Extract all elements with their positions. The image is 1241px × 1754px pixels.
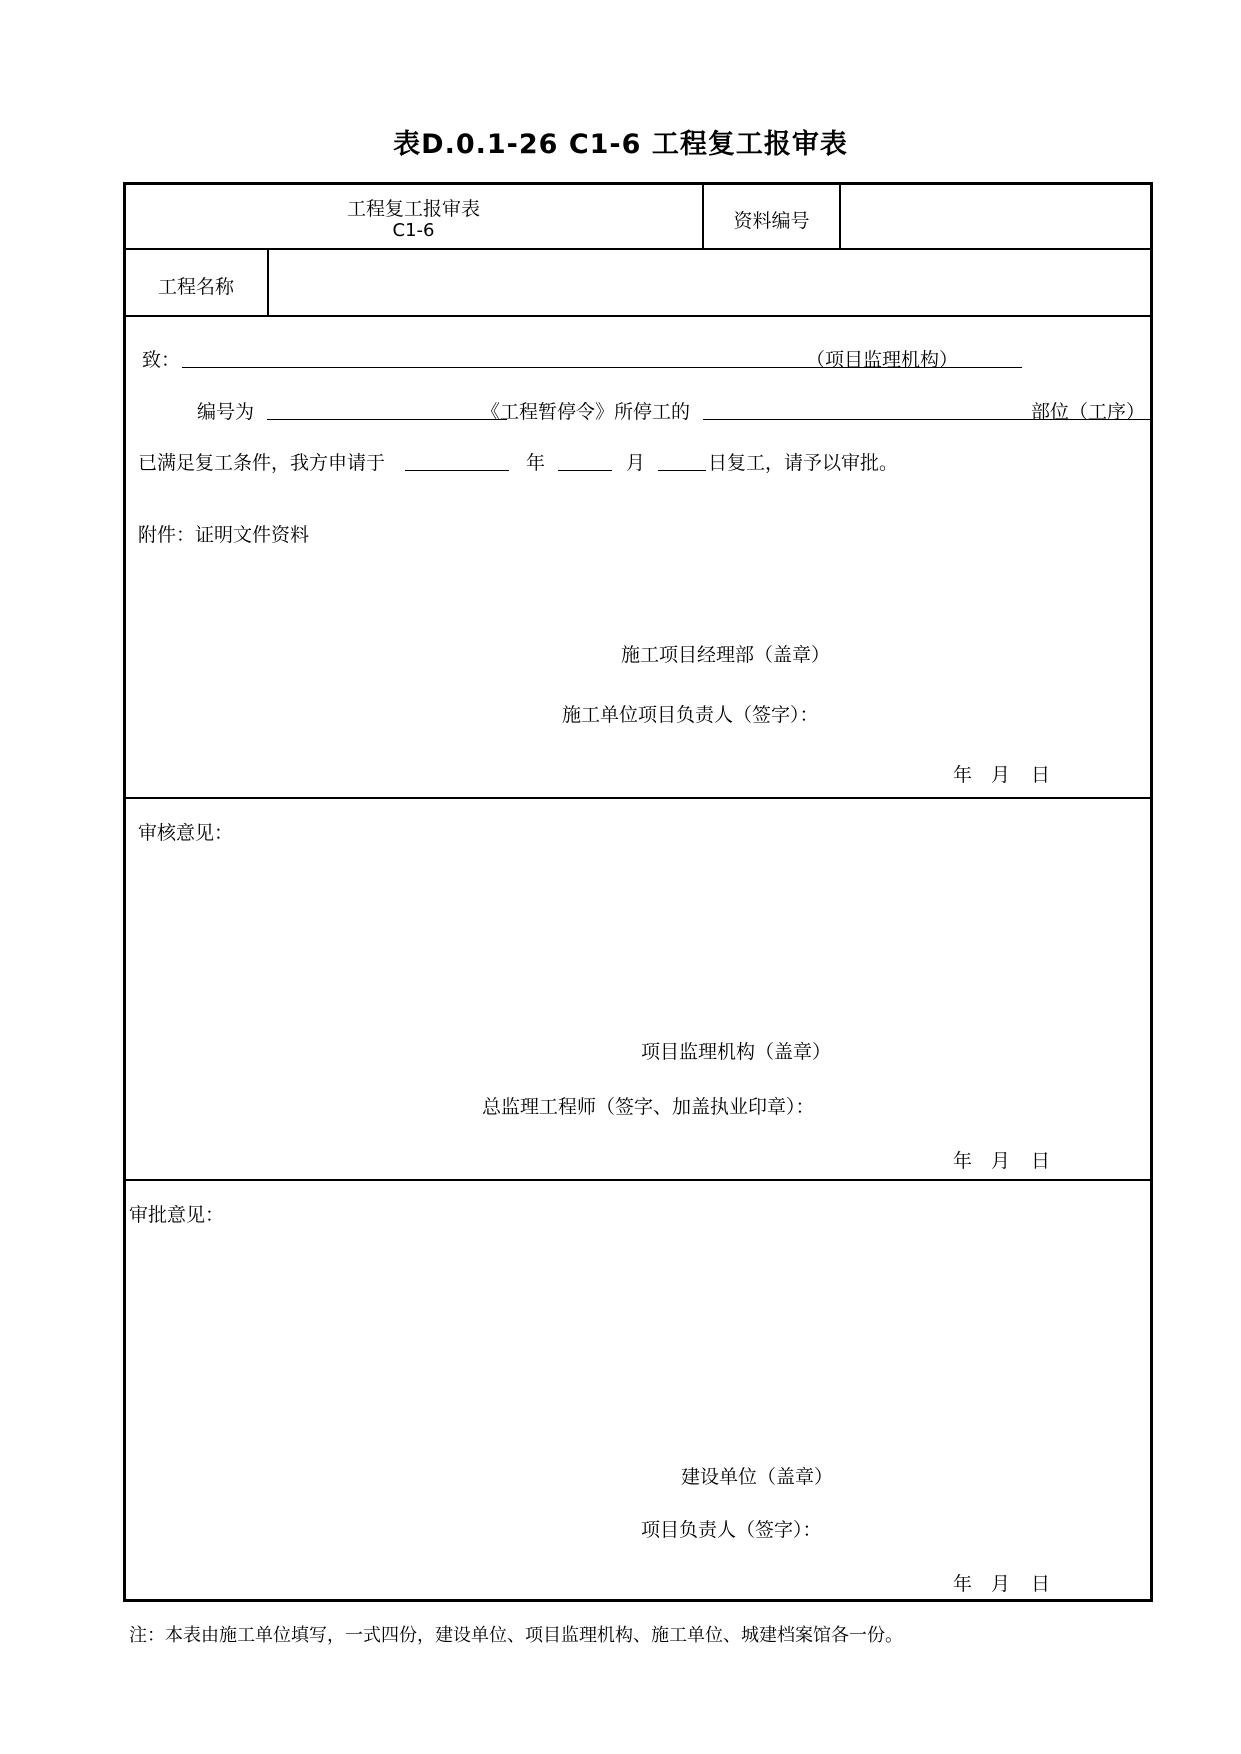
contractor-stamp-label: 施工项目经理部（盖章）: [621, 644, 831, 666]
review-date-month: 月: [991, 1150, 1011, 1172]
review-date-day: 日: [1031, 1150, 1051, 1172]
col-divider-project-name: [267, 249, 269, 316]
attachment-label: 附件：证明文件资料: [138, 524, 310, 546]
col-divider-data-no: [839, 183, 841, 249]
application-date-year: 年: [953, 764, 973, 786]
month-label: 月: [626, 452, 646, 474]
application-date-day: 日: [1031, 764, 1051, 786]
footnote: 注：本表由施工单位填写，一式四份，建设单位、项目监理机构、施工单位、城建档案馆各一份。: [129, 1625, 903, 1646]
form-name: 工程复工报审表: [346, 198, 480, 220]
row-divider-header: [124, 248, 1152, 250]
part-label: 部位（工序）: [1031, 401, 1146, 423]
supervision-stamp-label: 项目监理机构（盖章）: [641, 1041, 832, 1063]
approval-date-month: 月: [991, 1573, 1011, 1595]
year-blank[interactable]: [405, 470, 509, 471]
number-blank[interactable]: [267, 419, 507, 420]
resume-text: 日复工，请予以审批。: [708, 452, 899, 474]
data-no-label: 资料编号: [733, 210, 810, 232]
review-date-year: 年: [953, 1150, 973, 1172]
form-table: [123, 182, 1153, 1602]
application-date-month: 月: [991, 764, 1011, 786]
day-blank[interactable]: [658, 470, 706, 471]
owner-signer-label: 项目负责人（签字）：: [641, 1519, 822, 1541]
to-label: 致：: [142, 349, 181, 371]
approval-date-day: 日: [1031, 1573, 1051, 1595]
year-label: 年: [526, 452, 546, 474]
row-divider-review: [124, 1179, 1152, 1181]
contractor-signer-label: 施工单位项目负责人（签字）：: [562, 704, 819, 726]
supervision-org-label: （项目监理机构）: [806, 349, 959, 371]
order-label: 《工程暂停令》所停工的: [481, 401, 691, 423]
approval-date-year: 年: [953, 1573, 973, 1595]
page-title: 表D.0.1-26 C1-6 工程复工报审表: [393, 129, 848, 160]
number-label: 编号为: [197, 401, 255, 423]
review-opinion-label: 审核意见：: [138, 822, 234, 844]
approval-opinion-label: 审批意见：: [129, 1204, 225, 1226]
owner-stamp-label: 建设单位（盖章）: [681, 1466, 834, 1488]
month-blank[interactable]: [558, 470, 612, 471]
project-name-label: 工程名称: [157, 276, 234, 298]
chief-engineer-signer-label: 总监理工程师（签字、加盖执业印章）：: [482, 1096, 815, 1118]
condition-text: 已满足复工条件，我方申请于: [138, 452, 386, 474]
row-divider-application: [124, 797, 1152, 799]
row-divider-project: [124, 315, 1152, 317]
form-code: C1-6: [392, 220, 435, 241]
